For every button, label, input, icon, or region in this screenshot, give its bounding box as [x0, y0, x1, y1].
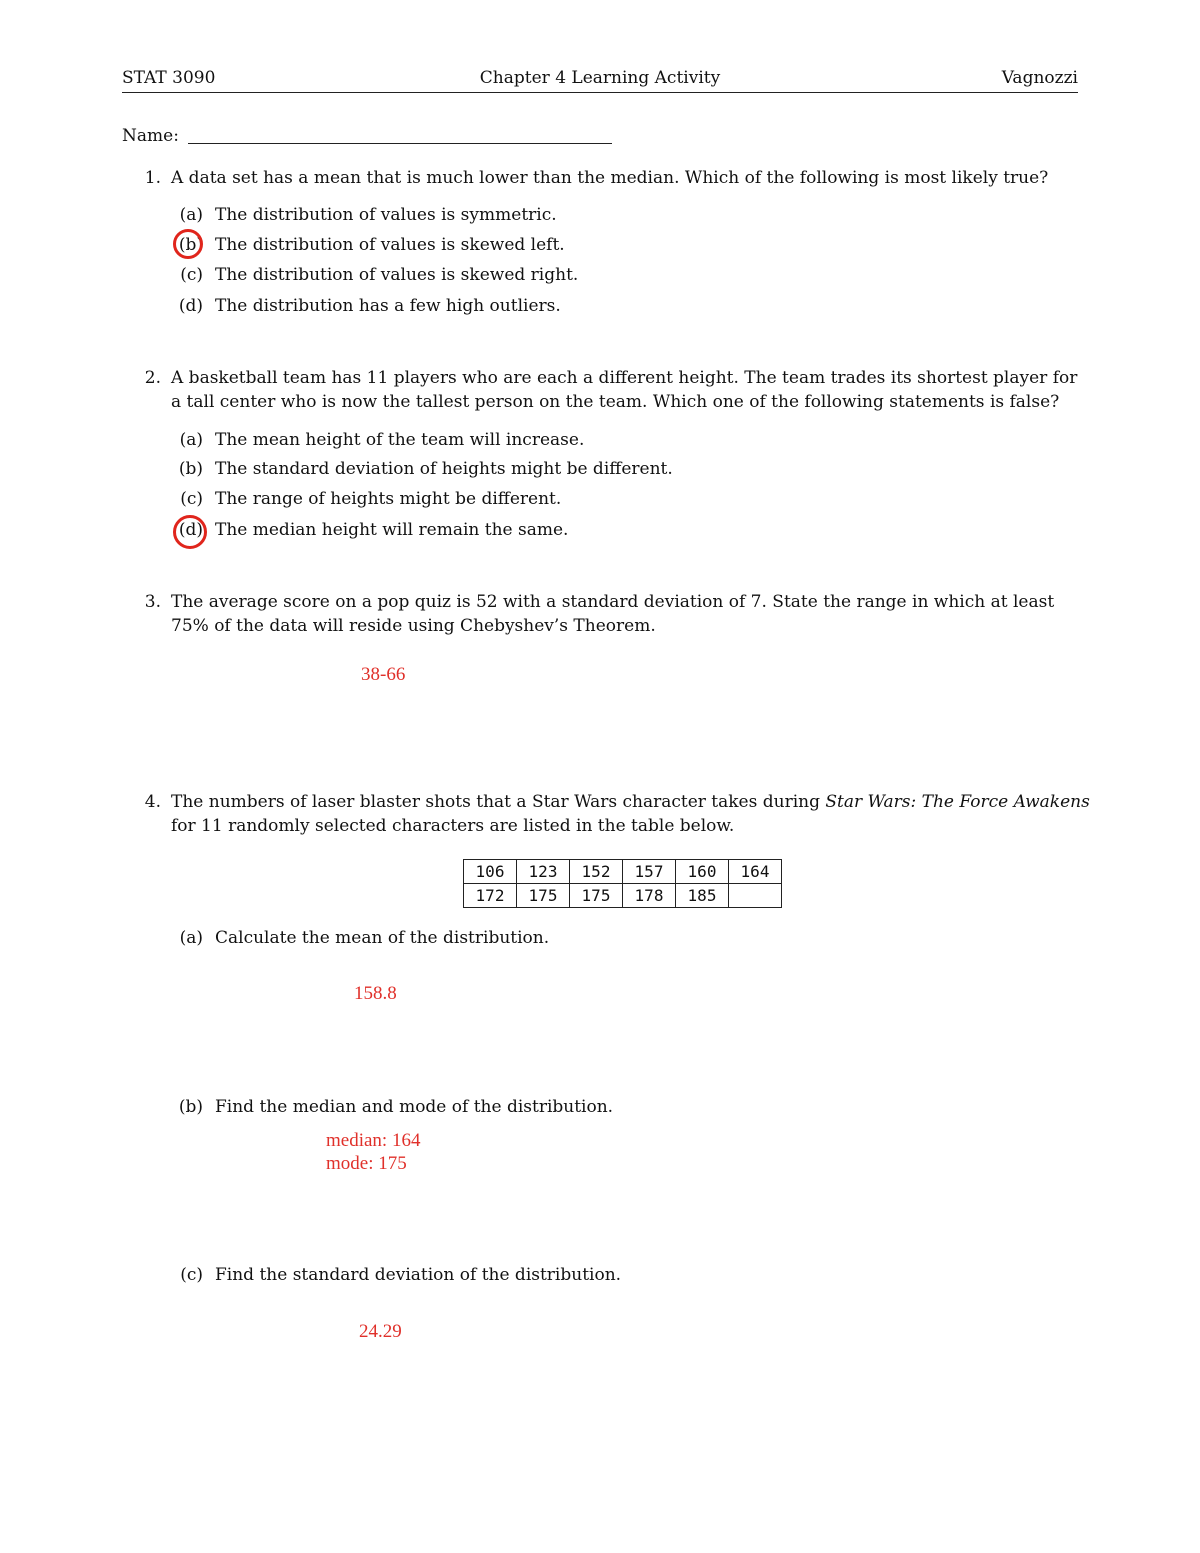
- q1-option-c-label: (c): [180, 265, 203, 285]
- table-cell: 178: [623, 884, 676, 908]
- q3-answer: 38-66: [361, 664, 406, 685]
- table-row: [464, 884, 782, 908]
- q4-part-b-text: Find the median and mode of the distribution.: [215, 1097, 614, 1117]
- header-rule: [122, 92, 1078, 93]
- q1-option-b-label: (b): [178, 235, 203, 255]
- q2-option-c-text: The range of heights might be different.: [215, 489, 562, 509]
- table-cell: 164: [729, 860, 782, 884]
- q4-part-c-label: (c): [180, 1265, 203, 1285]
- q3-text-line2: 75% of the data will reside using Chebyshev’s Theorem.: [171, 616, 656, 636]
- table-cell: 106: [464, 860, 517, 884]
- data-table: [463, 859, 782, 908]
- q1-option-b-text: The distribution of values is skewed left.: [215, 235, 565, 255]
- course-code: STAT 3090: [122, 68, 216, 88]
- table-cell: 157: [623, 860, 676, 884]
- document-title: Chapter 4 Learning Activity: [479, 68, 721, 88]
- q4-part-b-answer-mode: mode: 175: [326, 1153, 407, 1174]
- q4-part-b-label: (b): [178, 1097, 203, 1117]
- table-cell: 175: [517, 884, 570, 908]
- table-cell: 152: [570, 860, 623, 884]
- q2-option-a-text: The mean height of the team will increase.: [215, 430, 585, 450]
- q3-number: 3.: [144, 592, 161, 612]
- q1-number: 1.: [144, 168, 161, 188]
- q4-text-line1: [171, 792, 1090, 812]
- q2-number: 2.: [144, 368, 161, 388]
- q1-text: A data set has a mean that is much lower than the median. Which of the following is most likely true?: [171, 168, 1049, 188]
- q2-option-a-label: (a): [179, 430, 203, 450]
- q2-option-b-text: The standard deviation of heights might be different.: [215, 459, 673, 479]
- q1-option-a-label: (a): [179, 205, 203, 225]
- q2-text-line1: A basketball team has 11 players who are each a different height. The team trades its shortest player for: [171, 368, 1078, 388]
- table-cell: 185: [676, 884, 729, 908]
- q4-movie-title: Star Wars: The Force Awakens: [825, 792, 1090, 812]
- q1-answer-circle: [173, 229, 203, 259]
- q4-part-a-text: Calculate the mean of the distribution.: [215, 928, 550, 948]
- name-blank-line: [188, 143, 612, 144]
- name-label: Name:: [122, 126, 179, 146]
- table-row: [464, 860, 782, 884]
- q1-option-a-text: The distribution of values is symmetric.: [215, 205, 557, 225]
- table-cell: [729, 884, 782, 908]
- q4-part-a-label: (a): [179, 928, 203, 948]
- q2-option-c-label: (c): [180, 489, 203, 509]
- q3-text-line1: The average score on a pop quiz is 52 with a standard deviation of 7. State the range in which at least: [171, 592, 1055, 612]
- table-cell: 160: [676, 860, 729, 884]
- q1-option-c-text: The distribution of values is skewed right.: [215, 265, 579, 285]
- q2-option-b-label: (b): [178, 459, 203, 479]
- table-cell: 123: [517, 860, 570, 884]
- q2-text-line2: a tall center who is now the tallest person on the team. Which one of the following statements is false?: [171, 392, 1060, 412]
- table-cell: 172: [464, 884, 517, 908]
- q2-answer-circle: [173, 515, 207, 549]
- instructor-name: Vagnozzi: [1001, 68, 1078, 88]
- q4-text-line2: for 11 randomly selected characters are listed in the table below.: [171, 816, 735, 836]
- q1-option-d-text: The distribution has a few high outliers.: [215, 296, 561, 316]
- q4-part-c-answer: 24.29: [359, 1321, 402, 1342]
- q4-part-a-answer: 158.8: [354, 983, 397, 1004]
- q1-option-d-label: (d): [178, 296, 203, 316]
- table-cell: 175: [570, 884, 623, 908]
- q2-option-d-text: The median height will remain the same.: [215, 520, 569, 540]
- q4-number: 4.: [144, 792, 161, 812]
- q4-text-line1-plain: The numbers of laser blaster shots that a Star Wars character takes during: [171, 792, 826, 812]
- q4-part-b-answer-median: median: 164: [326, 1130, 421, 1151]
- q2-option-d-label: (d): [178, 520, 203, 540]
- q4-part-c-text: Find the standard deviation of the distribution.: [215, 1265, 622, 1285]
